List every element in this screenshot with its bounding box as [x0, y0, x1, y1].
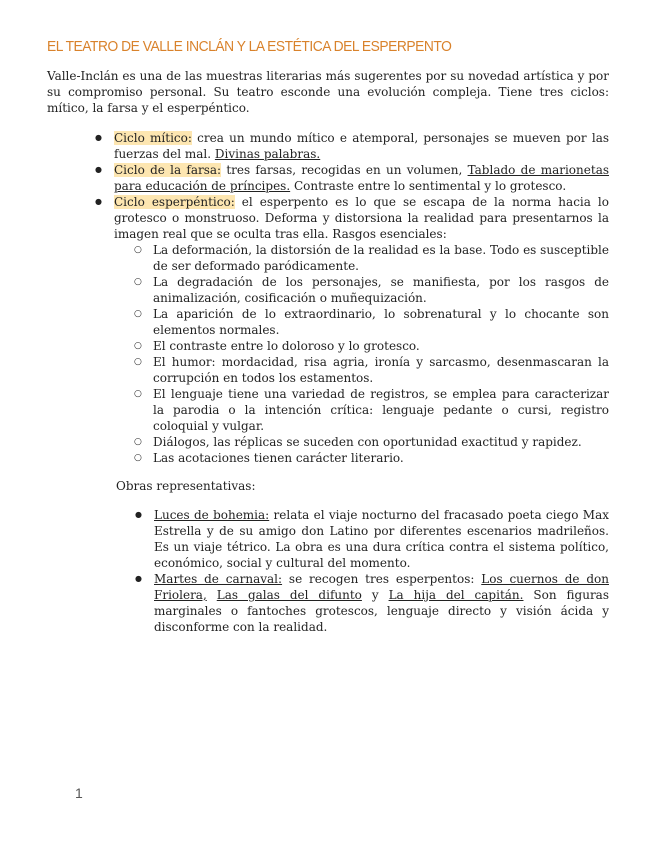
cycle-mitico [114, 130, 609, 162]
esperpento-title: Las galas del difunto [216, 588, 362, 602]
cycle-farsa [114, 162, 609, 194]
esperpento-title: Los cuernos de don Friolera, [154, 572, 609, 602]
work-martes-de-carnaval [154, 571, 609, 635]
work-text: se recogen tres esperpentos: [282, 572, 482, 586]
feature-item: ○ La aparición de lo extraordinario, lo sobrenatural y lo chocante son elementos normales. [153, 306, 609, 338]
cycle-text: tres farsas, recogidas en un volumen, [221, 163, 468, 177]
separator: y [361, 588, 389, 602]
works-label: Obras representativas: [116, 479, 256, 493]
work-title: Luces de bohemia: [154, 508, 270, 522]
features-list [153, 242, 609, 466]
separator [207, 588, 217, 602]
cycle-label: Ciclo mítico: [114, 131, 192, 145]
cycle-text: crea un mundo mítico e atemporal, personajes se mueven por las fuerzas del mal. [114, 131, 610, 161]
cycle-label: Ciclo de la farsa: [114, 163, 222, 177]
feature-item: ○ El contraste entre lo doloroso y lo grotesco. [153, 338, 609, 354]
esperpento-title: La hija del capitán. [388, 588, 524, 602]
feature-item: ○ La degradación de los personajes, se manifiesta, por los rasgos de animalización, cosificación o muñequización. [153, 274, 609, 306]
work-title: Divinas palabras. [214, 147, 321, 161]
work-title: Martes de carnaval: [154, 572, 283, 586]
work-text: relata el viaje nocturno del fracasado poeta ciego Max Estrella y de su amigo don Latino por diferentes escenarios madrileños. Es un viaje tétrico. La obra es una dura crítica contra el sistema político, económico, social y cultural del momento. [154, 508, 609, 570]
intro-paragraph: Valle-Inclán es una de las muestras literarias más sugerentes por su novedad artística y por su compromiso personal. Su teatro esconde una evolución compleja. Tiene tres ciclos: mítico, la farsa y el esperpéntico. [47, 69, 609, 115]
page-number: 1 [75, 785, 83, 801]
cycle-label: Ciclo esperpéntico: [114, 195, 235, 209]
feature-item: ○ Las acotaciones tienen carácter literario. [153, 450, 609, 466]
cycle-esperpentico [114, 194, 609, 466]
feature-item: ○ El lenguaje tiene una variedad de registros, se emplea para caracterizar la parodia o la intención crítica: lenguaje pedante o cursi, registro coloquial y vulgar. [153, 386, 609, 434]
feature-item: ○ El humor: mordacidad, risa agria, ironía y sarcasmo, desenmascaran la corrupción en todos los estamentos. [153, 354, 609, 386]
page-title: EL TEATRO DE VALLE INCLÁN Y LA ESTÉTICA DEL ESPERPENTO [47, 38, 452, 55]
cycle-text: el esperpento es lo que se escapa de la norma hacia lo grotesco o monstruoso. Deforma y distorsiona la realidad para presentarnos la imagen real que se oculta tras ella. Rasgos esenciales: [114, 195, 609, 241]
works-list [154, 507, 609, 635]
cycles-list [114, 130, 609, 466]
work-text: Son figuras marginales o fantoches grotescos, lenguaje directo y visión ácida y disconforme con la realidad. [154, 588, 609, 634]
feature-item: ○ Diálogos, las réplicas se suceden con oportunidad exactitud y rapidez. [153, 434, 609, 450]
cycle-text: Contraste entre lo sentimental y lo grotesco. [290, 179, 567, 193]
feature-item: ○ La deformación, la distorsión de la realidad es la base. Todo es susceptible de ser deformado paródicamente. [153, 242, 609, 274]
work-title: Tablado de marionetas para educación de príncipes. [114, 163, 609, 193]
work-luces-de-bohemia [154, 507, 609, 571]
